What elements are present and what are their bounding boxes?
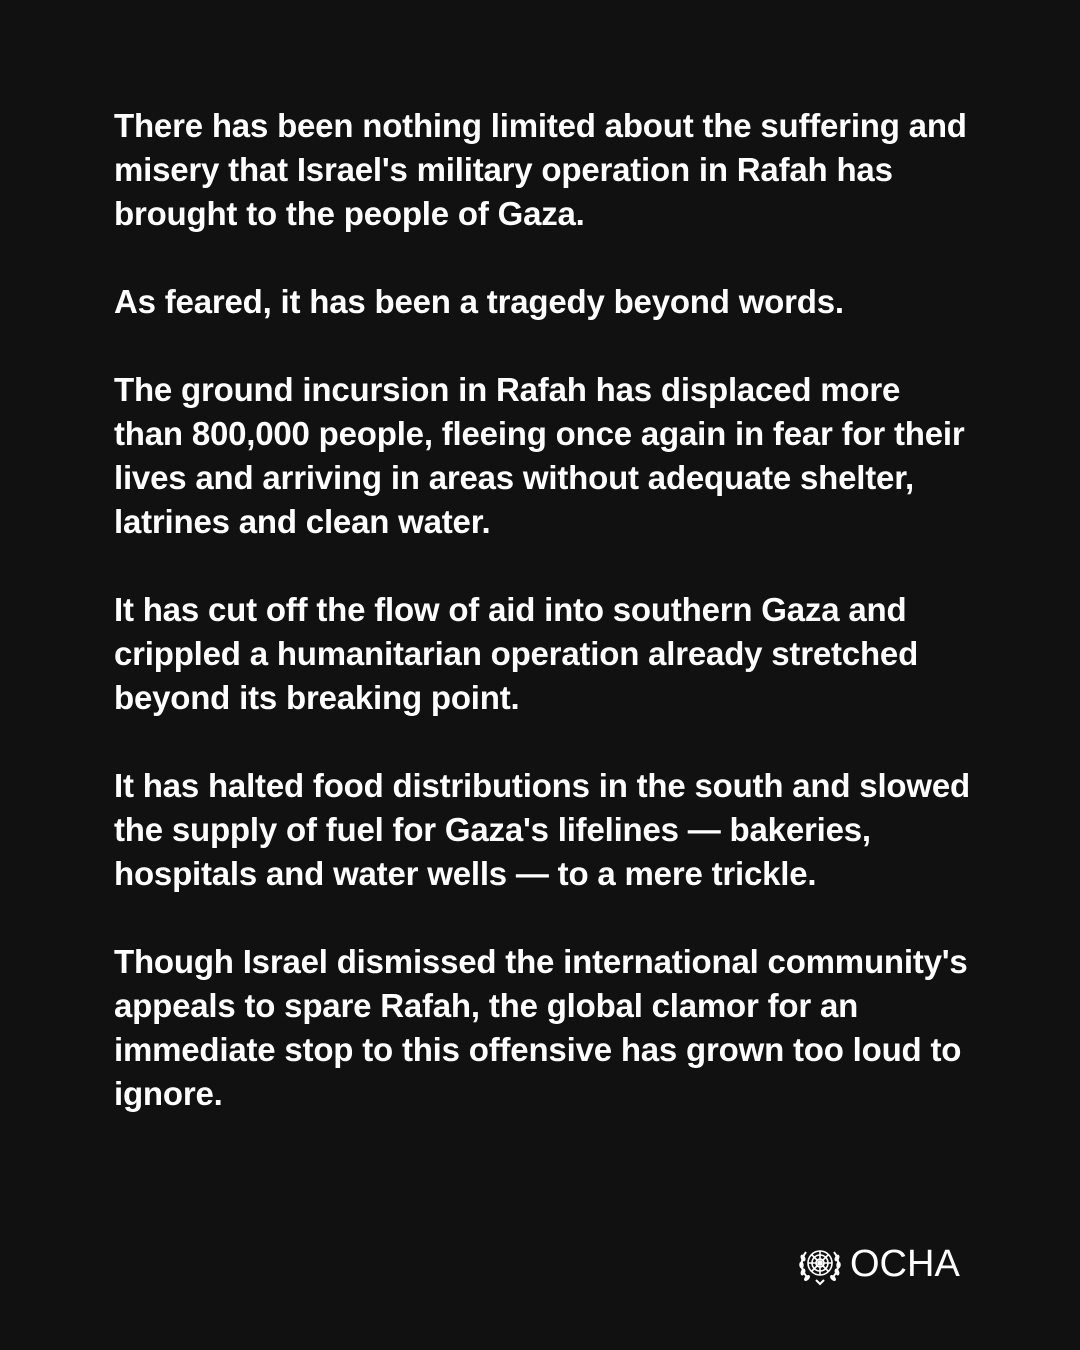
- paragraph-2: As feared, it has been a tragedy beyond words.: [114, 283, 844, 320]
- statement-text: [114, 104, 974, 1116]
- paragraph-5: It has halted food distributions in the south and slowed the supply of fuel for Gaza's lifelines — bakeries, hospitals and water wells — to a mere trickle.: [114, 767, 970, 892]
- ocha-logo: [796, 1240, 960, 1288]
- paragraph-6: Though Israel dismissed the international community's appeals to spare Rafah, the global clamor for an immediate stop to this offensive has grown too loud to ignore.: [114, 943, 968, 1112]
- paragraph-1: There has been nothing limited about the suffering and misery that Israel's military operation in Rafah has brought to the people of Gaza.: [114, 107, 967, 232]
- un-emblem-icon: [796, 1240, 844, 1288]
- paragraph-4: It has cut off the flow of aid into southern Gaza and crippled a humanitarian operation already stretched beyond its breaking point.: [114, 591, 919, 716]
- paragraph-3: The ground incursion in Rafah has displaced more than 800,000 people, fleeing once again in fear for their lives and arriving in areas without adequate shelter, latrines and clean water.: [114, 371, 965, 540]
- ocha-wordmark: OCHA: [850, 1243, 960, 1285]
